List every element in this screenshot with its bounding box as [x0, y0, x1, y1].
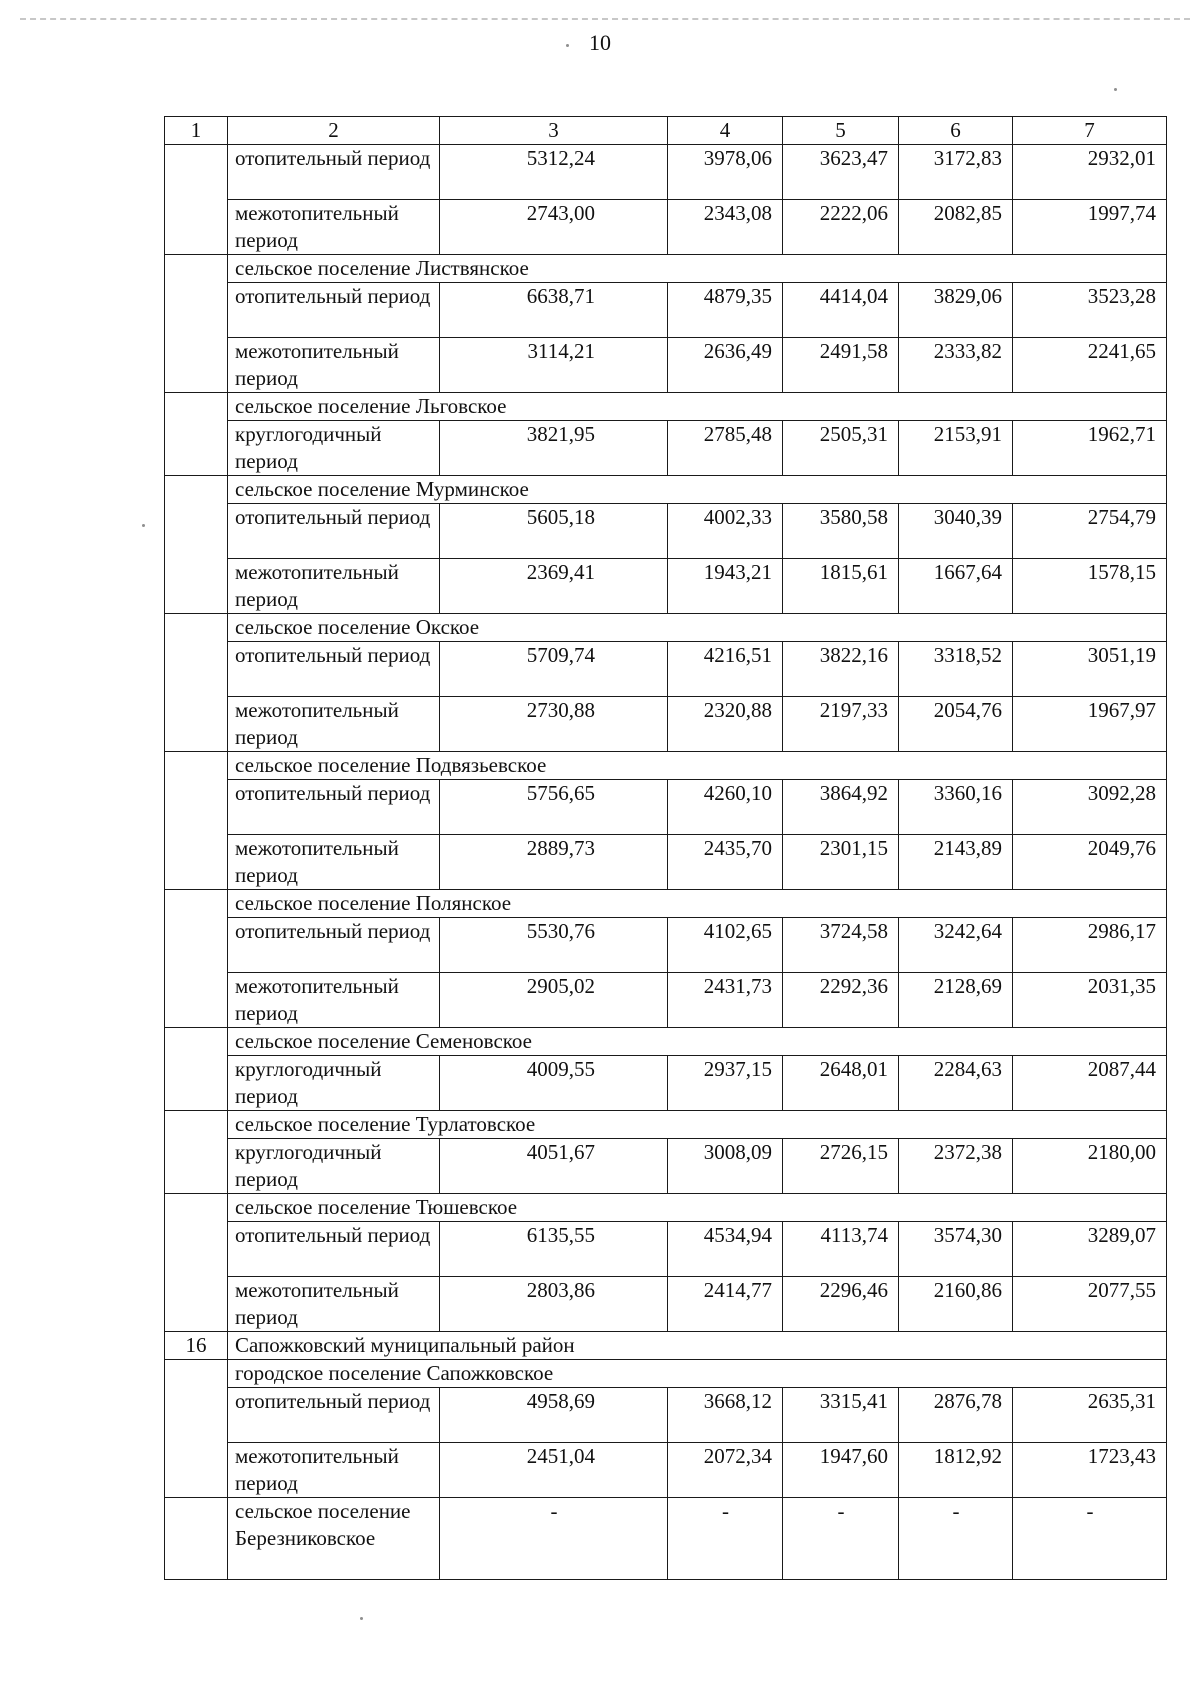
header-row — [165, 117, 1167, 145]
period-row — [165, 504, 1167, 559]
settlement-name: сельское поселение Подвязьевское — [228, 752, 1167, 780]
period-label: межотопительный период — [228, 1443, 440, 1498]
value-cell: 6638,71 — [440, 283, 668, 338]
value-cell: 2491,58 — [783, 338, 899, 393]
value-cell: 2072,34 — [668, 1443, 783, 1498]
row-number-cell — [165, 1028, 228, 1111]
settlement-name: сельское поселение Мурминское — [228, 476, 1167, 504]
scan-speck — [142, 524, 145, 527]
value-cell: 2937,15 — [668, 1056, 783, 1111]
settlement-row — [165, 752, 1167, 780]
value-cell: 2031,35 — [1013, 973, 1167, 1028]
value-cell: 3114,21 — [440, 338, 668, 393]
value-cell: 1997,74 — [1013, 200, 1167, 255]
value-cell: 3242,64 — [899, 918, 1013, 973]
value-cell: 2451,04 — [440, 1443, 668, 1498]
period-label: круглогодичный период — [228, 1139, 440, 1194]
period-label: отопительный период — [228, 918, 440, 973]
row-number-cell — [165, 890, 228, 1028]
value-cell: 1947,60 — [783, 1443, 899, 1498]
value-cell: 2505,31 — [783, 421, 899, 476]
header-cell: 3 — [440, 117, 668, 145]
period-label: отопительный период — [228, 283, 440, 338]
value-cell: 5312,24 — [440, 145, 668, 200]
header-cell: 6 — [899, 117, 1013, 145]
value-cell: 4002,33 — [668, 504, 783, 559]
row-number-cell — [165, 476, 228, 614]
value-cell: 2160,86 — [899, 1277, 1013, 1332]
value-cell: 3822,16 — [783, 642, 899, 697]
row-number-cell — [165, 752, 228, 890]
row-number-cell — [165, 145, 228, 255]
settlement-row — [165, 255, 1167, 283]
value-cell: 2284,63 — [899, 1056, 1013, 1111]
value-cell: 1723,43 — [1013, 1443, 1167, 1498]
settlement-row — [165, 1360, 1167, 1388]
period-label: отопительный период — [228, 1388, 440, 1443]
value-cell: - — [440, 1498, 668, 1580]
value-cell: 2785,48 — [668, 421, 783, 476]
period-row — [165, 559, 1167, 614]
value-cell: 2143,89 — [899, 835, 1013, 890]
value-cell: 3574,30 — [899, 1222, 1013, 1277]
period-row — [165, 421, 1167, 476]
period-row — [165, 145, 1167, 200]
period-row — [165, 697, 1167, 752]
period-label: межотопительный период — [228, 200, 440, 255]
settlement-row — [165, 890, 1167, 918]
value-cell: 1815,61 — [783, 559, 899, 614]
row-number-cell — [165, 1498, 228, 1580]
value-cell: 2197,33 — [783, 697, 899, 752]
scan-speck — [566, 44, 569, 47]
value-cell: 3092,28 — [1013, 780, 1167, 835]
value-cell: 2431,73 — [668, 973, 783, 1028]
value-cell: 3623,47 — [783, 145, 899, 200]
period-label: межотопительный период — [228, 697, 440, 752]
value-cell: 1812,92 — [899, 1443, 1013, 1498]
value-cell: 2730,88 — [440, 697, 668, 752]
value-cell: 3864,92 — [783, 780, 899, 835]
value-cell: - — [783, 1498, 899, 1580]
district-name: Сапожковский муниципальный район — [228, 1332, 1167, 1360]
period-label: круглогодичный период — [228, 421, 440, 476]
value-cell: 5709,74 — [440, 642, 668, 697]
row-number-cell — [165, 1111, 228, 1194]
value-cell: 2726,15 — [783, 1139, 899, 1194]
value-cell: 2372,38 — [899, 1139, 1013, 1194]
value-cell: 1967,97 — [1013, 697, 1167, 752]
value-cell: 2054,76 — [899, 697, 1013, 752]
row-number-cell — [165, 1194, 228, 1332]
value-cell: 2153,91 — [899, 421, 1013, 476]
value-cell: 3668,12 — [668, 1388, 783, 1443]
value-cell: 2320,88 — [668, 697, 783, 752]
value-cell: 2333,82 — [899, 338, 1013, 393]
period-label: круглогодичный период — [228, 1056, 440, 1111]
value-cell: 2343,08 — [668, 200, 783, 255]
value-cell: - — [899, 1498, 1013, 1580]
value-cell: 2369,41 — [440, 559, 668, 614]
value-cell: 3289,07 — [1013, 1222, 1167, 1277]
value-cell: 2414,77 — [668, 1277, 783, 1332]
period-label: отопительный период — [228, 780, 440, 835]
settlement-row — [165, 614, 1167, 642]
value-cell: 2128,69 — [899, 973, 1013, 1028]
period-row — [165, 1056, 1167, 1111]
value-cell: 3580,58 — [783, 504, 899, 559]
value-cell: 2635,31 — [1013, 1388, 1167, 1443]
period-row — [165, 1388, 1167, 1443]
period-row — [165, 1139, 1167, 1194]
value-cell: 3051,19 — [1013, 642, 1167, 697]
period-row — [165, 1277, 1167, 1332]
value-cell: 2292,36 — [783, 973, 899, 1028]
value-cell: 3040,39 — [899, 504, 1013, 559]
row-number-cell — [165, 393, 228, 476]
period-label: межотопительный период — [228, 1277, 440, 1332]
value-cell: 2889,73 — [440, 835, 668, 890]
period-row — [165, 200, 1167, 255]
row-number-cell: 16 — [165, 1332, 228, 1360]
value-cell: 3821,95 — [440, 421, 668, 476]
period-label: отопительный период — [228, 1222, 440, 1277]
period-label: межотопительный период — [228, 835, 440, 890]
period-row — [165, 1498, 1167, 1580]
period-row — [165, 642, 1167, 697]
row-number-cell — [165, 1360, 228, 1498]
header-cell: 1 — [165, 117, 228, 145]
value-cell: 2803,86 — [440, 1277, 668, 1332]
period-label: межотопительный период — [228, 559, 440, 614]
value-cell: 2082,85 — [899, 200, 1013, 255]
period-row — [165, 1222, 1167, 1277]
settlement-name: сельское поселение Семеновское — [228, 1028, 1167, 1056]
value-cell: 2241,65 — [1013, 338, 1167, 393]
period-row — [165, 780, 1167, 835]
value-cell: 2932,01 — [1013, 145, 1167, 200]
page-number: 10 — [589, 30, 611, 55]
period-label: отопительный период — [228, 145, 440, 200]
value-cell: 5756,65 — [440, 780, 668, 835]
value-cell: 2648,01 — [783, 1056, 899, 1111]
value-cell: 3008,09 — [668, 1139, 783, 1194]
settlement-name: сельское поселение Полянское — [228, 890, 1167, 918]
period-row — [165, 338, 1167, 393]
value-cell: 3315,41 — [783, 1388, 899, 1443]
settlement-name: сельское поселение Льговское — [228, 393, 1167, 421]
value-cell: 2876,78 — [899, 1388, 1013, 1443]
settlement-name: сельское поселение Окское — [228, 614, 1167, 642]
value-cell: 2180,00 — [1013, 1139, 1167, 1194]
period-row — [165, 1443, 1167, 1498]
period-label: отопительный период — [228, 642, 440, 697]
value-cell: - — [668, 1498, 783, 1580]
value-cell: 5530,76 — [440, 918, 668, 973]
period-row — [165, 283, 1167, 338]
value-cell: 4216,51 — [668, 642, 783, 697]
settlement-row — [165, 1194, 1167, 1222]
settlement-row — [165, 1111, 1167, 1139]
value-cell: 2077,55 — [1013, 1277, 1167, 1332]
value-cell: 4260,10 — [668, 780, 783, 835]
value-cell: 3360,16 — [899, 780, 1013, 835]
period-label: межотопительный период — [228, 973, 440, 1028]
value-cell: 2435,70 — [668, 835, 783, 890]
settlement-name: сельское поселение Листвянское — [228, 255, 1167, 283]
value-cell: 4009,55 — [440, 1056, 668, 1111]
row-number-cell — [165, 255, 228, 393]
value-cell: 4414,04 — [783, 283, 899, 338]
value-cell: 1962,71 — [1013, 421, 1167, 476]
scan-speck — [1114, 88, 1117, 91]
value-cell: 3978,06 — [668, 145, 783, 200]
period-row — [165, 918, 1167, 973]
value-cell: 2754,79 — [1013, 504, 1167, 559]
row-number-cell — [165, 614, 228, 752]
value-cell: 3829,06 — [899, 283, 1013, 338]
value-cell: - — [1013, 1498, 1167, 1580]
value-cell: 2986,17 — [1013, 918, 1167, 973]
tariff-table — [164, 116, 1167, 1580]
value-cell: 1943,21 — [668, 559, 783, 614]
value-cell: 1578,15 — [1013, 559, 1167, 614]
period-label: межотопительный период — [228, 338, 440, 393]
settlement-row — [165, 476, 1167, 504]
value-cell: 2743,00 — [440, 200, 668, 255]
settlement-row — [165, 1028, 1167, 1056]
header-cell: 7 — [1013, 117, 1167, 145]
scan-edge-line — [20, 18, 1190, 20]
value-cell: 4534,94 — [668, 1222, 783, 1277]
value-cell: 2222,06 — [783, 200, 899, 255]
settlement-row — [165, 393, 1167, 421]
value-cell: 2301,15 — [783, 835, 899, 890]
value-cell: 2087,44 — [1013, 1056, 1167, 1111]
header-cell: 2 — [228, 117, 440, 145]
value-cell: 3172,83 — [899, 145, 1013, 200]
period-row — [165, 973, 1167, 1028]
period-label: отопительный период — [228, 504, 440, 559]
value-cell: 4102,65 — [668, 918, 783, 973]
district-row — [165, 1332, 1167, 1360]
value-cell: 4113,74 — [783, 1222, 899, 1277]
value-cell: 3724,58 — [783, 918, 899, 973]
value-cell: 3523,28 — [1013, 283, 1167, 338]
settlement-name: сельское поселение Турлатовское — [228, 1111, 1167, 1139]
header-cell: 4 — [668, 117, 783, 145]
value-cell: 2636,49 — [668, 338, 783, 393]
value-cell: 6135,55 — [440, 1222, 668, 1277]
value-cell: 2296,46 — [783, 1277, 899, 1332]
settlement-name: сельское поселение Тюшевское — [228, 1194, 1167, 1222]
value-cell: 5605,18 — [440, 504, 668, 559]
value-cell: 4958,69 — [440, 1388, 668, 1443]
period-row — [165, 835, 1167, 890]
value-cell: 4051,67 — [440, 1139, 668, 1194]
value-cell: 3318,52 — [899, 642, 1013, 697]
value-cell: 2049,76 — [1013, 835, 1167, 890]
settlement-name: городское поселение Сапожковское — [228, 1360, 1167, 1388]
value-cell: 1667,64 — [899, 559, 1013, 614]
value-cell: 2905,02 — [440, 973, 668, 1028]
header-cell: 5 — [783, 117, 899, 145]
scan-speck — [360, 1617, 363, 1620]
period-label: сельское поселение Березниковское — [228, 1498, 440, 1580]
value-cell: 4879,35 — [668, 283, 783, 338]
